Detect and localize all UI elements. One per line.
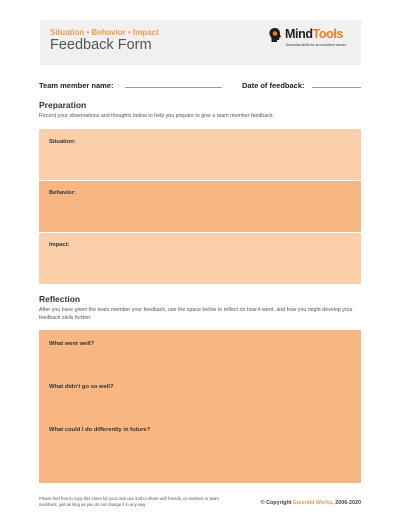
behavior-box xyxy=(39,181,361,232)
logo-wordmark: MindTools xyxy=(285,27,343,41)
reflection-description: After you have given the team member your feedback, use the space below to reflect on how it went, and how you might develop your feedback skills further. xyxy=(39,307,353,321)
impact-label: Impact: xyxy=(49,242,70,248)
header-banner xyxy=(40,20,361,65)
copyright: © Copyright Emerald Works, 2006-2020 xyxy=(260,500,361,506)
impact-box xyxy=(39,233,361,284)
reflection-box xyxy=(39,330,361,483)
reflection-title: Reflection xyxy=(39,294,81,304)
behavior-label: Behavior: xyxy=(49,190,76,196)
question-went-well: What went well? xyxy=(49,341,95,347)
head-icon xyxy=(268,27,284,43)
date-of-feedback-label: Date of feedback: xyxy=(242,81,305,90)
form-title: Feedback Form xyxy=(50,37,152,53)
date-line xyxy=(312,87,361,88)
preparation-title: Preparation xyxy=(39,100,87,110)
situation-label: Situation: xyxy=(49,139,76,145)
form-subtitle: Situation • Behavior • Impact xyxy=(50,28,159,37)
preparation-description: Record your observations and thoughts below to help you prepare to give a team member feedback. xyxy=(39,113,274,119)
mindtools-logo xyxy=(268,26,360,58)
question-do-differently: What could I do differently in future? xyxy=(49,427,151,433)
situation-box xyxy=(39,129,361,180)
question-not-so-well: What didn't go so well? xyxy=(49,384,114,390)
usage-note: Please feel free to copy this sheet for your own use and to share with friends, co-workers or team members, just as long as you do not change it in any way. xyxy=(39,496,219,507)
logo-tagline: Essential skills for an excellent career xyxy=(286,43,346,47)
team-member-line xyxy=(125,87,222,88)
team-member-label: Team member name: xyxy=(39,81,114,90)
